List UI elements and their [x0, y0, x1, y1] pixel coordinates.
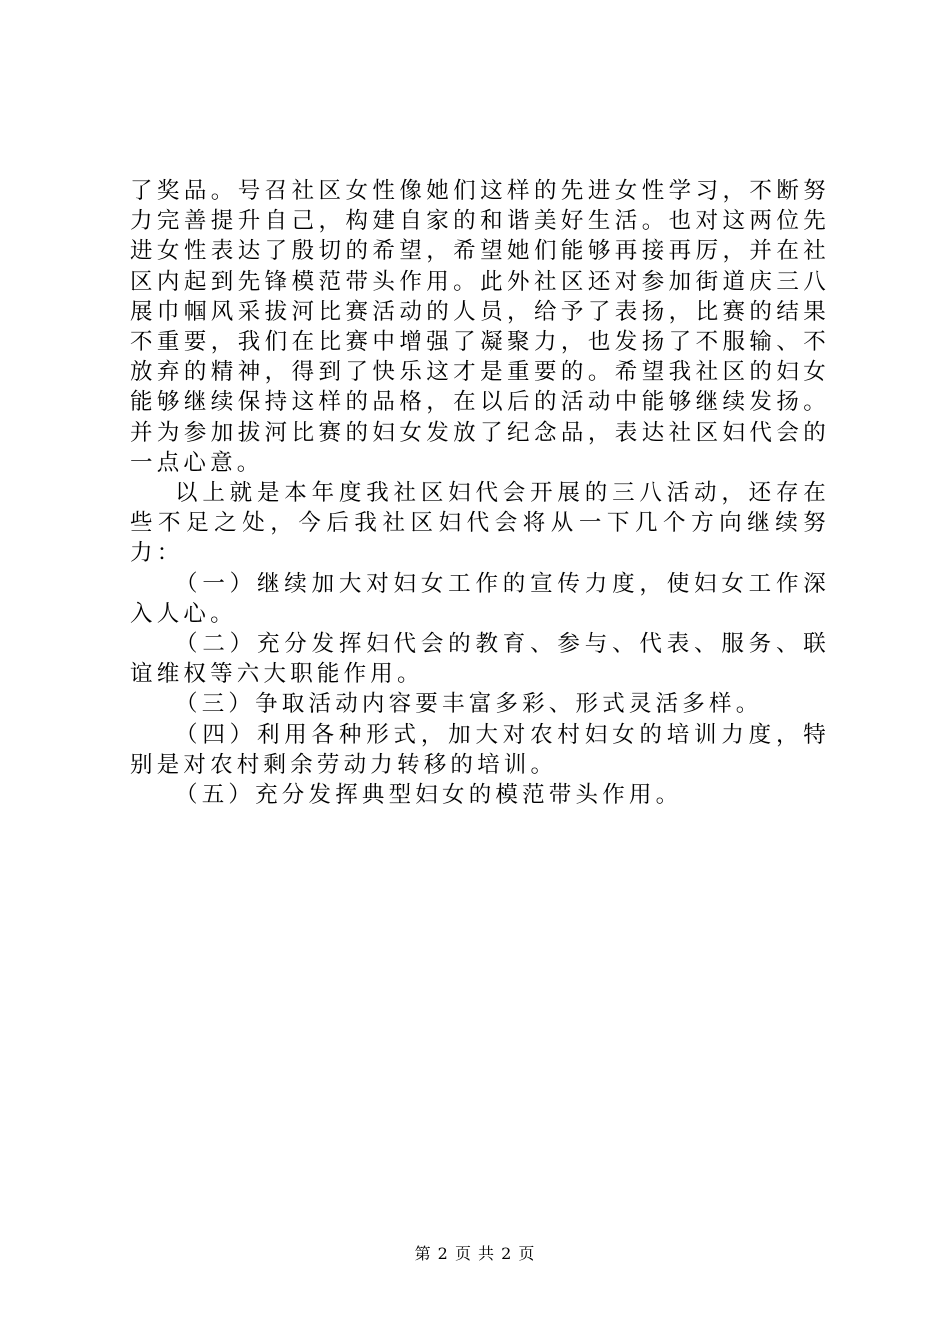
document-body [130, 176, 830, 810]
page-number-footer: 第 2 页 共 2 页 [414, 1244, 536, 1263]
list-item-3: （三）争取活动内容要丰富多彩、形式灵活多样。 [175, 691, 763, 718]
list-item-5: （五）充分发挥典型妇女的模范带头作用。 [175, 782, 683, 809]
paragraph-summary: 以上就是本年度我社区妇代会开展的三八活动，还存在些不足之处，今后我社区妇代会将从一下几个方向继续努力： [130, 480, 830, 567]
paragraph-continued: 了奖品。号召社区女性像她们这样的先进女性学习，不断努力完善提升自己，构建自家的和谐美好生活。也对这两位先进女性表达了殷切的希望，希望她们能够再接再厉，并在社区内起到先锋模范带头作用。此外社区还对参加街道庆三八展巾帼风采拔河比赛活动的人员，给予了表扬，比赛的结果不重要，我们在比赛中增强了凝聚力，也发扬了不服输、不放弃的精神，得到了快乐这才是重要的。希望我社区的妇女能够继续保持这样的品格，在以后的活动中能够继续发扬。并为参加拔河比赛的妇女发放了纪念品，表达社区妇代会的一点心意。 [130, 178, 830, 476]
list-item-1: （一）继续加大对妇女工作的宣传力度，使妇女工作深入人心。 [130, 570, 830, 627]
list-item-4: （四）利用各种形式，加大对农村妇女的培训力度，特别是对农村剩余劳动力转移的培训。 [130, 721, 830, 778]
list-item-2: （二）充分发挥妇代会的教育、参与、代表、服务、联谊维权等六大职能作用。 [130, 631, 830, 688]
